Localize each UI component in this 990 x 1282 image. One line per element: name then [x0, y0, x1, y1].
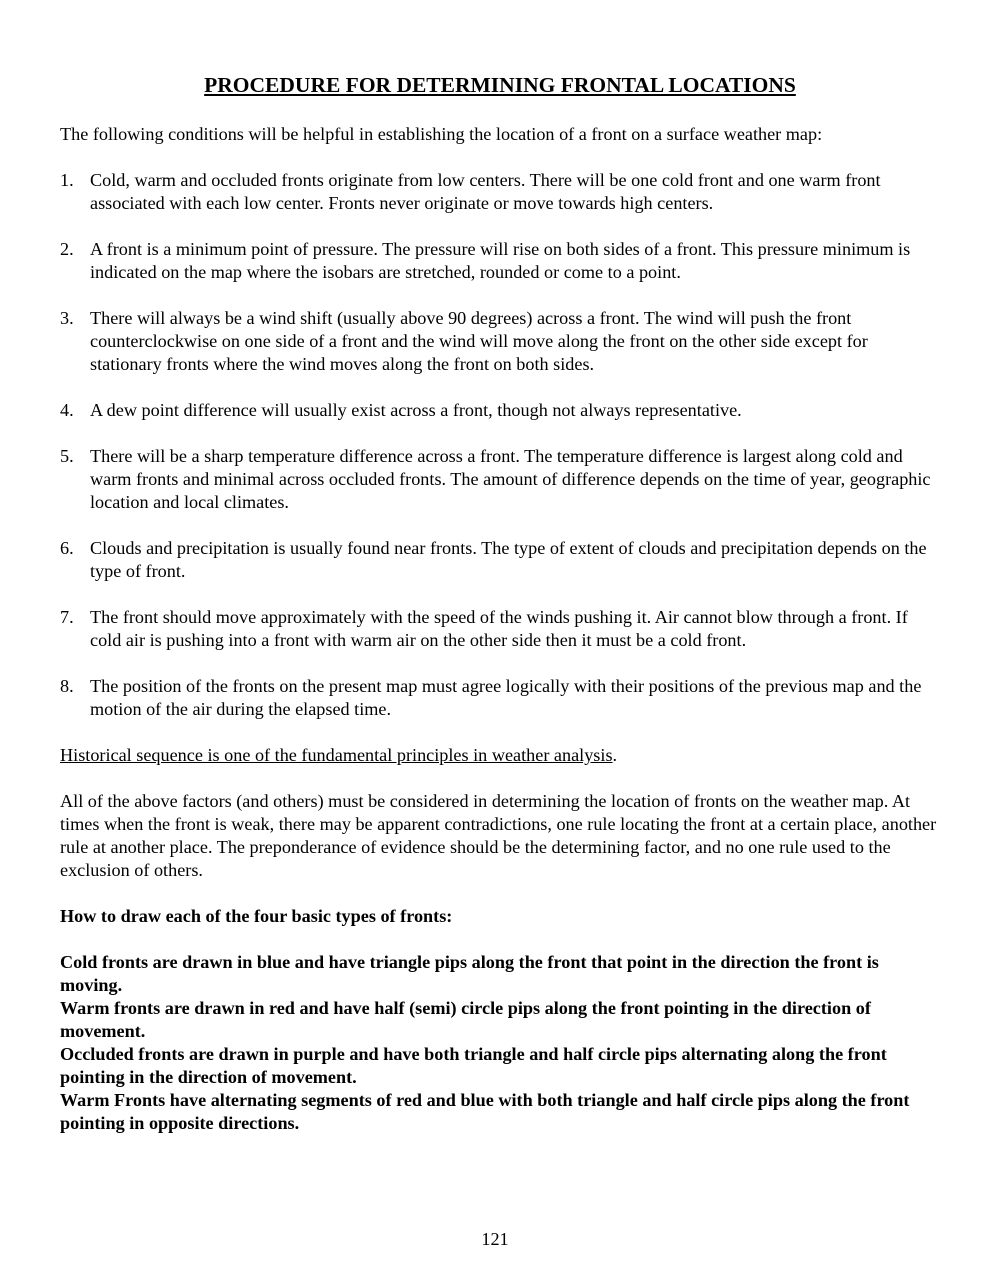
list-item — [60, 169, 940, 215]
list-item-number: 5. — [60, 446, 74, 466]
list-item-number: 6. — [60, 538, 74, 558]
list-item-text: A front is a minimum point of pressure. The pressure will rise on both sides of a front. This pressure minimum is indicated on the map where the isobars are stretched, rounded or come to a point. — [90, 239, 911, 282]
list-item — [60, 399, 940, 422]
historical-sequence-underlined: Historical sequence is one of the fundamental principles in weather analysis — [60, 745, 613, 765]
list-item-number: 8. — [60, 676, 74, 696]
list-item-number: 3. — [60, 308, 74, 328]
list-item — [60, 537, 940, 583]
list-item — [60, 675, 940, 721]
stationary-front-description: Warm Fronts have alternating segments of red and blue with both triangle and half circle pips along the front pointing in opposite directions. — [60, 1090, 910, 1133]
document-page — [60, 72, 940, 1135]
warm-front-description: Warm fronts are drawn in red and have half (semi) circle pips along the front pointing in the direction of movement. — [60, 998, 871, 1041]
list-item — [60, 445, 940, 514]
list-item-text: The position of the fronts on the present map must agree logically with their positions of the previous map and the motion of the air during the elapsed time. — [90, 676, 922, 719]
how-to-draw-heading: How to draw each of the four basic types of fronts: — [60, 906, 453, 926]
intro-paragraph: The following conditions will be helpful in establishing the location of a front on a surface weather map: — [60, 124, 823, 144]
list-item-number: 2. — [60, 239, 74, 259]
list-item — [60, 307, 940, 376]
conditions-list — [60, 169, 940, 721]
page-number: 121 — [481, 1229, 509, 1249]
list-item-text: The front should move approximately with the speed of the winds pushing it. Air cannot blow through a front. If cold air is pushing into a front with warm air on the other side then it must be a cold front. — [90, 607, 908, 650]
list-item-text: There will always be a wind shift (usually above 90 degrees) across a front. The wind will push the front counterclockwise on one side of a front and the wind will move along the front on the other side except for stationary fronts where the wind moves along the front on both sides. — [90, 308, 868, 374]
historical-sequence-note — [60, 744, 940, 767]
historical-sequence-period: . — [612, 745, 618, 765]
list-item-number: 4. — [60, 400, 74, 420]
list-item — [60, 238, 940, 284]
cold-front-description: Cold fronts are drawn in blue and have triangle pips along the front that point in the direction the front is moving. — [60, 952, 879, 995]
list-item — [60, 606, 940, 652]
list-item-text: A dew point difference will usually exist across a front, though not always representative. — [90, 400, 742, 420]
list-item-text: Cold, warm and occluded fronts originate from low centers. There will be one cold front and one warm front associated with each low center. Fronts never originate or move towards high centers. — [90, 170, 881, 213]
list-item-number: 1. — [60, 170, 74, 190]
summary-paragraph: All of the above factors (and others) must be considered in determining the location of fronts on the weather map. At times when the front is weak, there may be apparent contradictions, one rule locating the front at a certain place, another rule at another place. The preponderance of evidence should be the determining factor, and no one rule used to the exclusion of others. — [60, 791, 937, 880]
list-item-text: Clouds and precipitation is usually found near fronts. The type of extent of clouds and precipitation depends on the type of front. — [90, 538, 927, 581]
occluded-front-description: Occluded fronts are drawn in purple and have both triangle and half circle pips alternating along the front pointing in the direction of movement. — [60, 1044, 887, 1087]
page-title: PROCEDURE FOR DETERMINING FRONTAL LOCATIONS — [204, 73, 796, 97]
list-item-text: There will be a sharp temperature difference across a front. The temperature difference is largest along cold and warm fronts and minimal across occluded fronts. The amount of difference depends on the time of year, geographic location and local climates. — [90, 446, 931, 512]
list-item-number: 7. — [60, 607, 74, 627]
